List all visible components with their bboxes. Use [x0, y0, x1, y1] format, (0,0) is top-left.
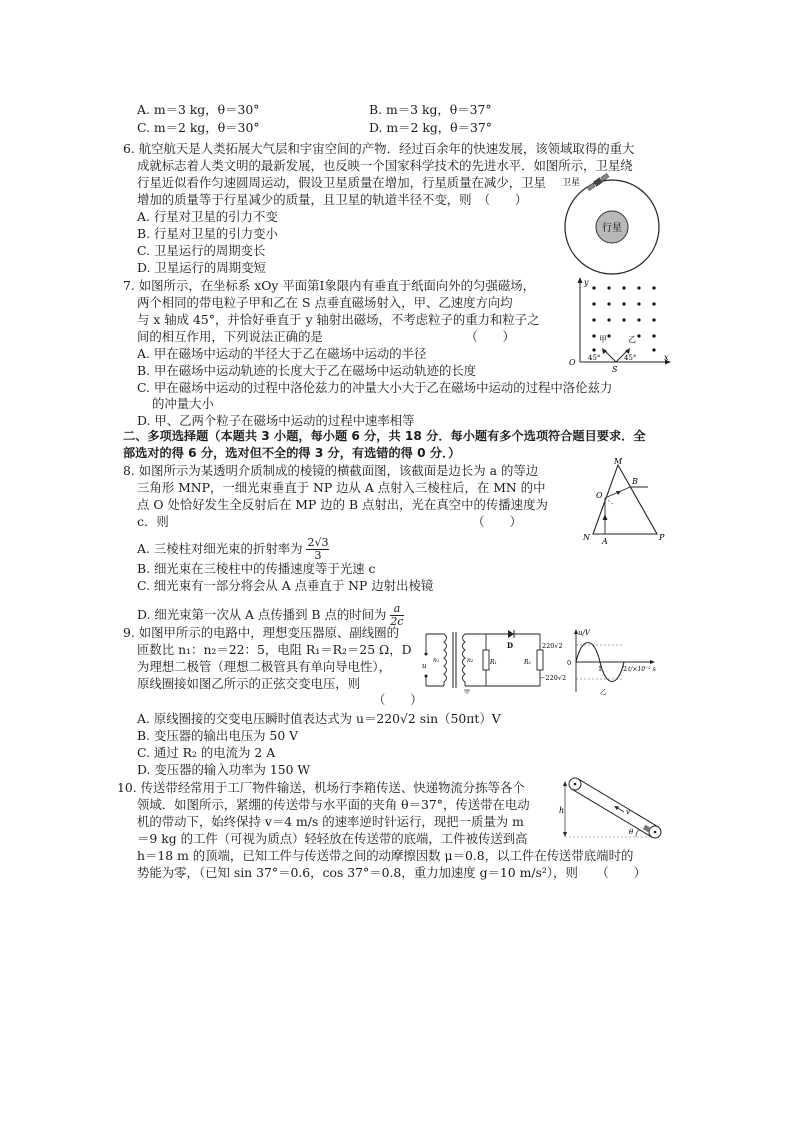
- q10-stem-line: ＝9 kg 的工件（可视为质点）轻轻放在传送带的底端，工件被传送到高: [137, 831, 528, 846]
- svg-text:R₂: R₂: [524, 659, 531, 666]
- r1-resistor: [483, 650, 489, 670]
- q6-stem-line: 成就标志着人类文明的最新发展，也反映一个国家科学技术的先进水平．如图所示，卫星绕: [137, 158, 633, 173]
- q9-stem-line: 原线圈接如图乙所示的正弦交变电压，则: [137, 676, 361, 691]
- svg-text:S: S: [612, 365, 618, 374]
- svg-text:0: 0: [567, 659, 572, 667]
- q6-option-b: B. 行星对卫星的引力变小: [137, 226, 278, 241]
- svg-text:u/V: u/V: [578, 629, 590, 637]
- section-2-heading: 二、多项选择题（本题共 3 小题，每小题 6 分，共 18 分．每小题有多个选项符合题目要求．全: [123, 429, 646, 443]
- q6-option-d: D. 卫星运行的周期变短: [137, 260, 266, 275]
- svg-text:O: O: [596, 491, 603, 500]
- svg-text:P: P: [659, 533, 665, 542]
- q8-option-a: A. 三棱柱对细光束的折射率为 $\frac{2√3}{3}$: [137, 536, 329, 562]
- svg-text:45°: 45°: [624, 354, 637, 362]
- q8-option-d: D. 细光束第一次从 A 点传播到 B 点的时间为 $\frac{a}{2c}$: [137, 602, 404, 628]
- svg-text:B: B: [632, 477, 638, 486]
- q9-stem-line: 为理想二极管（理想二极管具有单向导电性），: [137, 659, 392, 674]
- svg-text:220√2: 220√2: [542, 642, 563, 650]
- q7-option-d: D. 甲、乙两个粒子在磁场中运动的过程中速率相等: [137, 413, 415, 428]
- svg-text:乙: 乙: [600, 688, 607, 696]
- q6-option-a: A. 行星对卫星的引力不变: [137, 209, 278, 224]
- q8-stem-line: 点 O 处恰好发生全反射后在 MP 边的 B 点射出，光在真空中的传播速度为: [137, 497, 548, 512]
- svg-text:h: h: [559, 806, 565, 815]
- secondary-coil: [463, 634, 466, 686]
- diode-icon: [508, 630, 514, 638]
- q5-option-c: C. m＝2 kg，θ＝30°: [137, 120, 260, 135]
- svg-text:v: v: [626, 808, 630, 816]
- svg-text:乙: 乙: [628, 335, 636, 344]
- q8-stem-line: 8. 如图所示为某透明介质制成的棱镜的横截面图，该截面是边长为 a 的等边: [123, 463, 539, 478]
- q8-stem-line: 三角形 MNP，一细光束垂直于 NP 边从 A 点射入三棱柱后，在 MN 的中: [137, 480, 546, 495]
- q6-stem-line: 6. 航空航天是人类拓展大气层和宇宙空间的产物．经过百余年的快速发展，该领域取得的重大: [123, 141, 635, 156]
- q8-stem-line: c．则 （ ）: [137, 514, 522, 529]
- svg-text:t/×10⁻² s: t/×10⁻² s: [628, 666, 656, 673]
- q6-stem-line: 增加的质量等于行星减少的质量，且卫星的轨道半径不变，则 （ ）: [137, 192, 528, 207]
- q7-option-b: B. 甲在磁场中运动轨迹的长度大于乙在磁场中运动轨迹的长度: [137, 363, 477, 378]
- svg-text:A: A: [602, 537, 608, 546]
- svg-text:−220√2: −220√2: [540, 674, 567, 682]
- svg-text:1: 1: [598, 665, 603, 673]
- primary-coil: [444, 634, 447, 686]
- svg-text:u: u: [422, 662, 427, 670]
- q10-stem-line: 10. 传送带经常用于工厂物件输送，机场行李箱传送、快递物流分拣等各个: [117, 780, 525, 795]
- satellite-label: 卫星: [562, 178, 581, 188]
- svg-text:甲: 甲: [599, 335, 607, 344]
- q10-stem-line: h＝18 m 的顶端，已知工件与传送带之间的动摩擦因数 μ＝0.8，以工件在传送带底端时的: [137, 848, 634, 863]
- conveyor-belt-figure: [560, 772, 668, 844]
- q7-stem-line: 间的相互作用，下列说法正确的是 （ ）: [137, 329, 515, 344]
- voltage-graph: [540, 628, 660, 696]
- q5-option-a: A. m＝3 kg，θ＝30°: [137, 102, 260, 117]
- q10-stem-line: 领域．如图所示，紧绷的传送带与水平面的夹角 θ＝37°，传送带在电动: [137, 797, 530, 812]
- satellite-orbit-figure: [560, 172, 670, 278]
- satellite-icon: [586, 173, 609, 192]
- q9-option-b: B. 变压器的输出电压为 50 V: [137, 728, 299, 743]
- q6-stem-line: 行星近似看作匀速圆周运动，假设卫星质量在增加，行星质量在减少，卫星: [137, 175, 546, 190]
- q5-option-b: B. m＝3 kg，θ＝37°: [369, 102, 492, 117]
- q9-stem-line: 9. 如图甲所示的电路中，理想变压器原、副线圈的: [123, 625, 399, 640]
- svg-text:θ: θ: [629, 828, 634, 836]
- q9-option-d: D. 变压器的输入功率为 150 W: [137, 762, 311, 777]
- q7-stem-line: 与 x 轴成 45°，并恰好垂直于 y 轴射出磁场，不考虑粒子的重力和粒子之: [137, 312, 540, 327]
- svg-text:甲: 甲: [464, 689, 471, 696]
- circuit-figure: [420, 628, 546, 694]
- q9-answer-bracket: （ ）: [373, 692, 423, 707]
- q7-option-c-cont: 的冲量大小: [152, 396, 214, 411]
- q7-option-c: C. 甲在磁场中运动的过程中洛伦兹力的冲量大小大于乙在磁场中运动的过程中洛伦兹力: [137, 380, 613, 395]
- belt-upper: [578, 779, 658, 827]
- prism-figure: [578, 456, 676, 546]
- q7-stem-line: 两个相同的带电粒子甲和乙在 S 点垂直磁场射入，甲、乙速度方向均: [137, 295, 513, 310]
- q9-option-a: A. 原线圈接的交变电压瞬时值表达式为 u＝220√2 sin（50πt）V: [137, 711, 501, 726]
- q8-option-b: B. 细光束在三棱柱中的传播速度等于光速 c: [137, 561, 376, 576]
- q5-option-d: D. m＝2 kg，θ＝37°: [369, 120, 492, 135]
- q7-stem-line: 7. 如图所示，在坐标系 xOy 平面第Ⅰ象限内有垂直于纸面向外的匀强磁场，: [123, 278, 536, 293]
- q8-option-c: C. 细光束有一部分将会从 A 点垂直于 NP 边射出棱镜: [137, 578, 434, 593]
- svg-text:D: D: [507, 641, 514, 650]
- belt-lower: [572, 789, 652, 837]
- svg-text:n₁: n₁: [433, 657, 440, 664]
- q9-stem-line: 匝数比 n₁：n₂＝22：5，电阻 R₁＝R₂＝25 Ω，D: [137, 642, 412, 657]
- svg-text:R₁: R₁: [490, 659, 497, 666]
- svg-text:y: y: [584, 278, 589, 287]
- q10-stem-line: 机的带动下，始终保持 v＝4 m/s 的速率逆时针运行，现把一质量为 m: [137, 814, 524, 829]
- magnetic-field-figure: [566, 276, 672, 374]
- svg-text:45°: 45°: [588, 354, 601, 362]
- svg-text:M: M: [614, 457, 623, 466]
- prism-triangle: [593, 465, 657, 534]
- q10-stem-line: 势能为零，（已知 sin 37°＝0.6，cos 37°＝0.8，重力加速度 g＝10 m/s²），则 （ ）: [137, 865, 646, 880]
- svg-text:n₂: n₂: [467, 657, 474, 664]
- q9-option-c: C. 通过 R₂ 的电流为 2 A: [137, 745, 276, 760]
- svg-text:N: N: [583, 533, 590, 542]
- svg-text:2: 2: [623, 665, 628, 673]
- svg-text:x: x: [664, 353, 669, 362]
- q7-option-a: A. 甲在磁场中运动的半径大于乙在磁场中运动的半径: [137, 346, 427, 361]
- svg-text:O: O: [569, 358, 576, 367]
- planet-label: 行星: [602, 223, 622, 234]
- q6-option-c: C. 卫星运行的周期变长: [137, 243, 266, 258]
- section-2-heading-cont: 部选对的得 6 分，选对但不全的得 3 分，有选错的得 0 分．）: [123, 446, 461, 460]
